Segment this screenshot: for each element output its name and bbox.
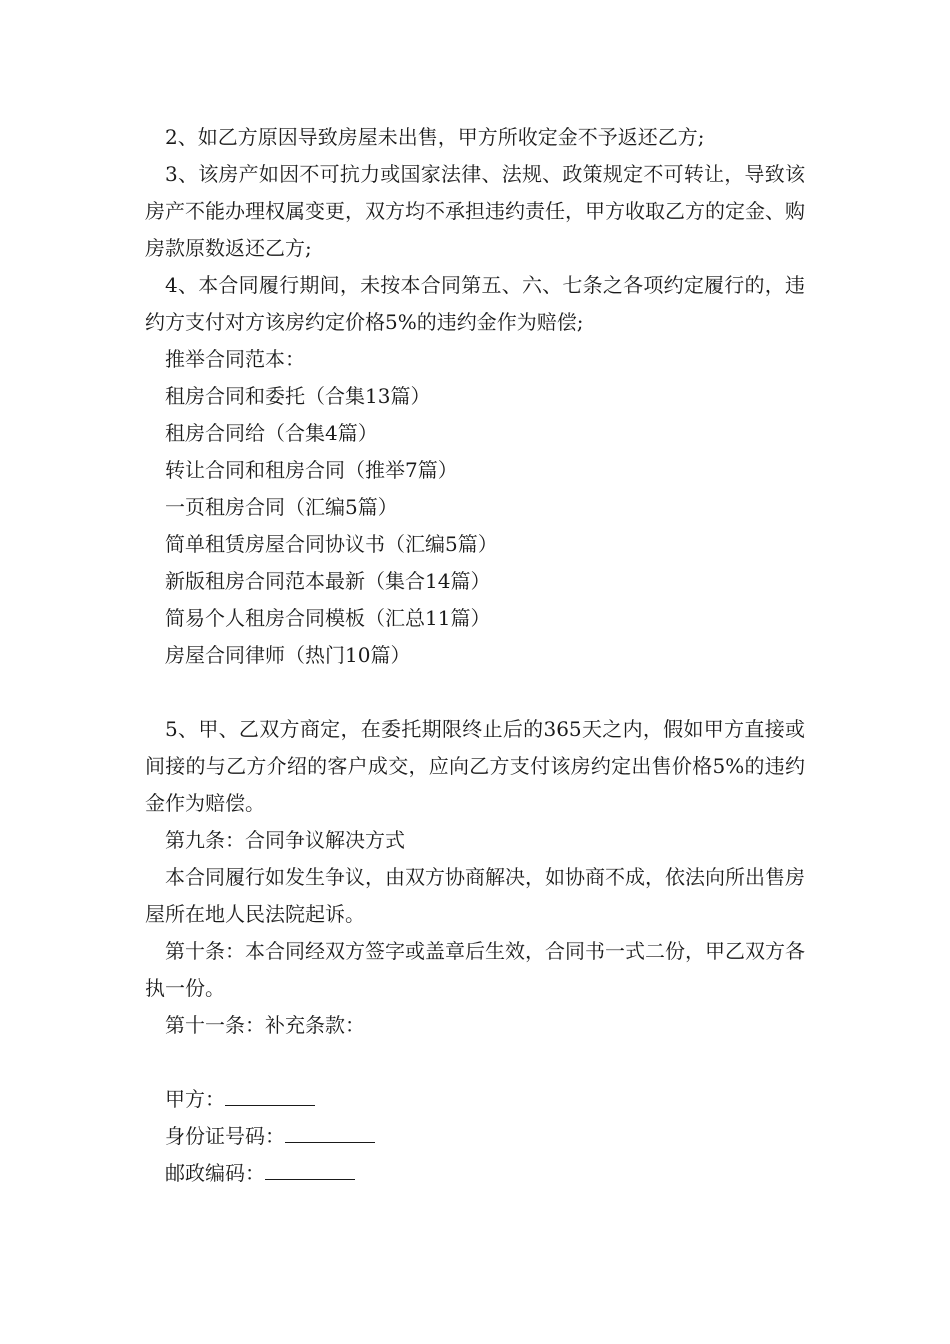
recommend-link[interactable]: 简易个人租房合同模板（汇总11篇） xyxy=(165,606,491,630)
id-number-line xyxy=(145,1118,805,1155)
postal-code-line xyxy=(145,1155,805,1192)
recommend-link[interactable]: 新版租房合同范本最新（集合14篇） xyxy=(165,569,491,593)
recommend-heading: 推举合同范本： xyxy=(165,347,305,371)
party-a-label: 甲方： xyxy=(165,1087,225,1111)
recommend-link[interactable]: 一页租房合同（汇编5篇） xyxy=(165,495,398,519)
id-number-blank[interactable] xyxy=(285,1118,375,1143)
clause-2: 2、如乙方原因导致房屋未出售，甲方所收定金不予返还乙方; xyxy=(165,125,705,149)
recommend-link[interactable]: 简单租赁房屋合同协议书（汇编5篇） xyxy=(165,532,498,556)
recommend-link[interactable]: 房屋合同律师（热门10篇） xyxy=(165,643,411,667)
id-number-label: 身份证号码： xyxy=(165,1124,285,1148)
clause-4: 4、本合同履行期间，未按本合同第五、六、七条之各项约定履行的，违约方支付对方该房约定价格5%的违约金作为赔偿; xyxy=(145,273,805,334)
article-9-heading: 第九条：合同争议解决方式 xyxy=(165,828,405,852)
recommend-link[interactable]: 转让合同和租房合同（推举7篇） xyxy=(165,458,458,482)
article-10: 第十条：本合同经双方签字或盖章后生效，合同书一式二份，甲乙双方各执一份。 xyxy=(145,939,805,1000)
recommend-link[interactable]: 租房合同和委托（合集13篇） xyxy=(165,384,431,408)
article-11-heading: 第十一条：补充条款： xyxy=(165,1013,365,1037)
blank-line xyxy=(145,674,805,711)
article-9-body: 本合同履行如发生争议，由双方协商解决，如协商不成，依法向所出售房屋所在地人民法院起诉。 xyxy=(145,865,805,926)
party-a-line xyxy=(145,1081,805,1118)
postal-code-blank[interactable] xyxy=(265,1155,355,1180)
recommend-link[interactable]: 租房合同给（合集4篇） xyxy=(165,421,378,445)
postal-code-label: 邮政编码： xyxy=(165,1161,265,1185)
document-body xyxy=(145,119,805,1192)
party-a-blank[interactable] xyxy=(225,1081,315,1106)
blank-line xyxy=(145,1044,805,1081)
clause-3: 3、该房产如因不可抗力或国家法律、法规、政策规定不可转让，导致该房产不能办理权属变更，双方均不承担违约责任，甲方收取乙方的定金、购房款原数返还乙方; xyxy=(145,162,805,260)
clause-5: 5、甲、乙双方商定，在委托期限终止后的365天之内，假如甲方直接或间接的与乙方介绍的客户成交，应向乙方支付该房约定出售价格5%的违约金作为赔偿。 xyxy=(145,717,805,815)
recommend-list xyxy=(145,378,805,674)
